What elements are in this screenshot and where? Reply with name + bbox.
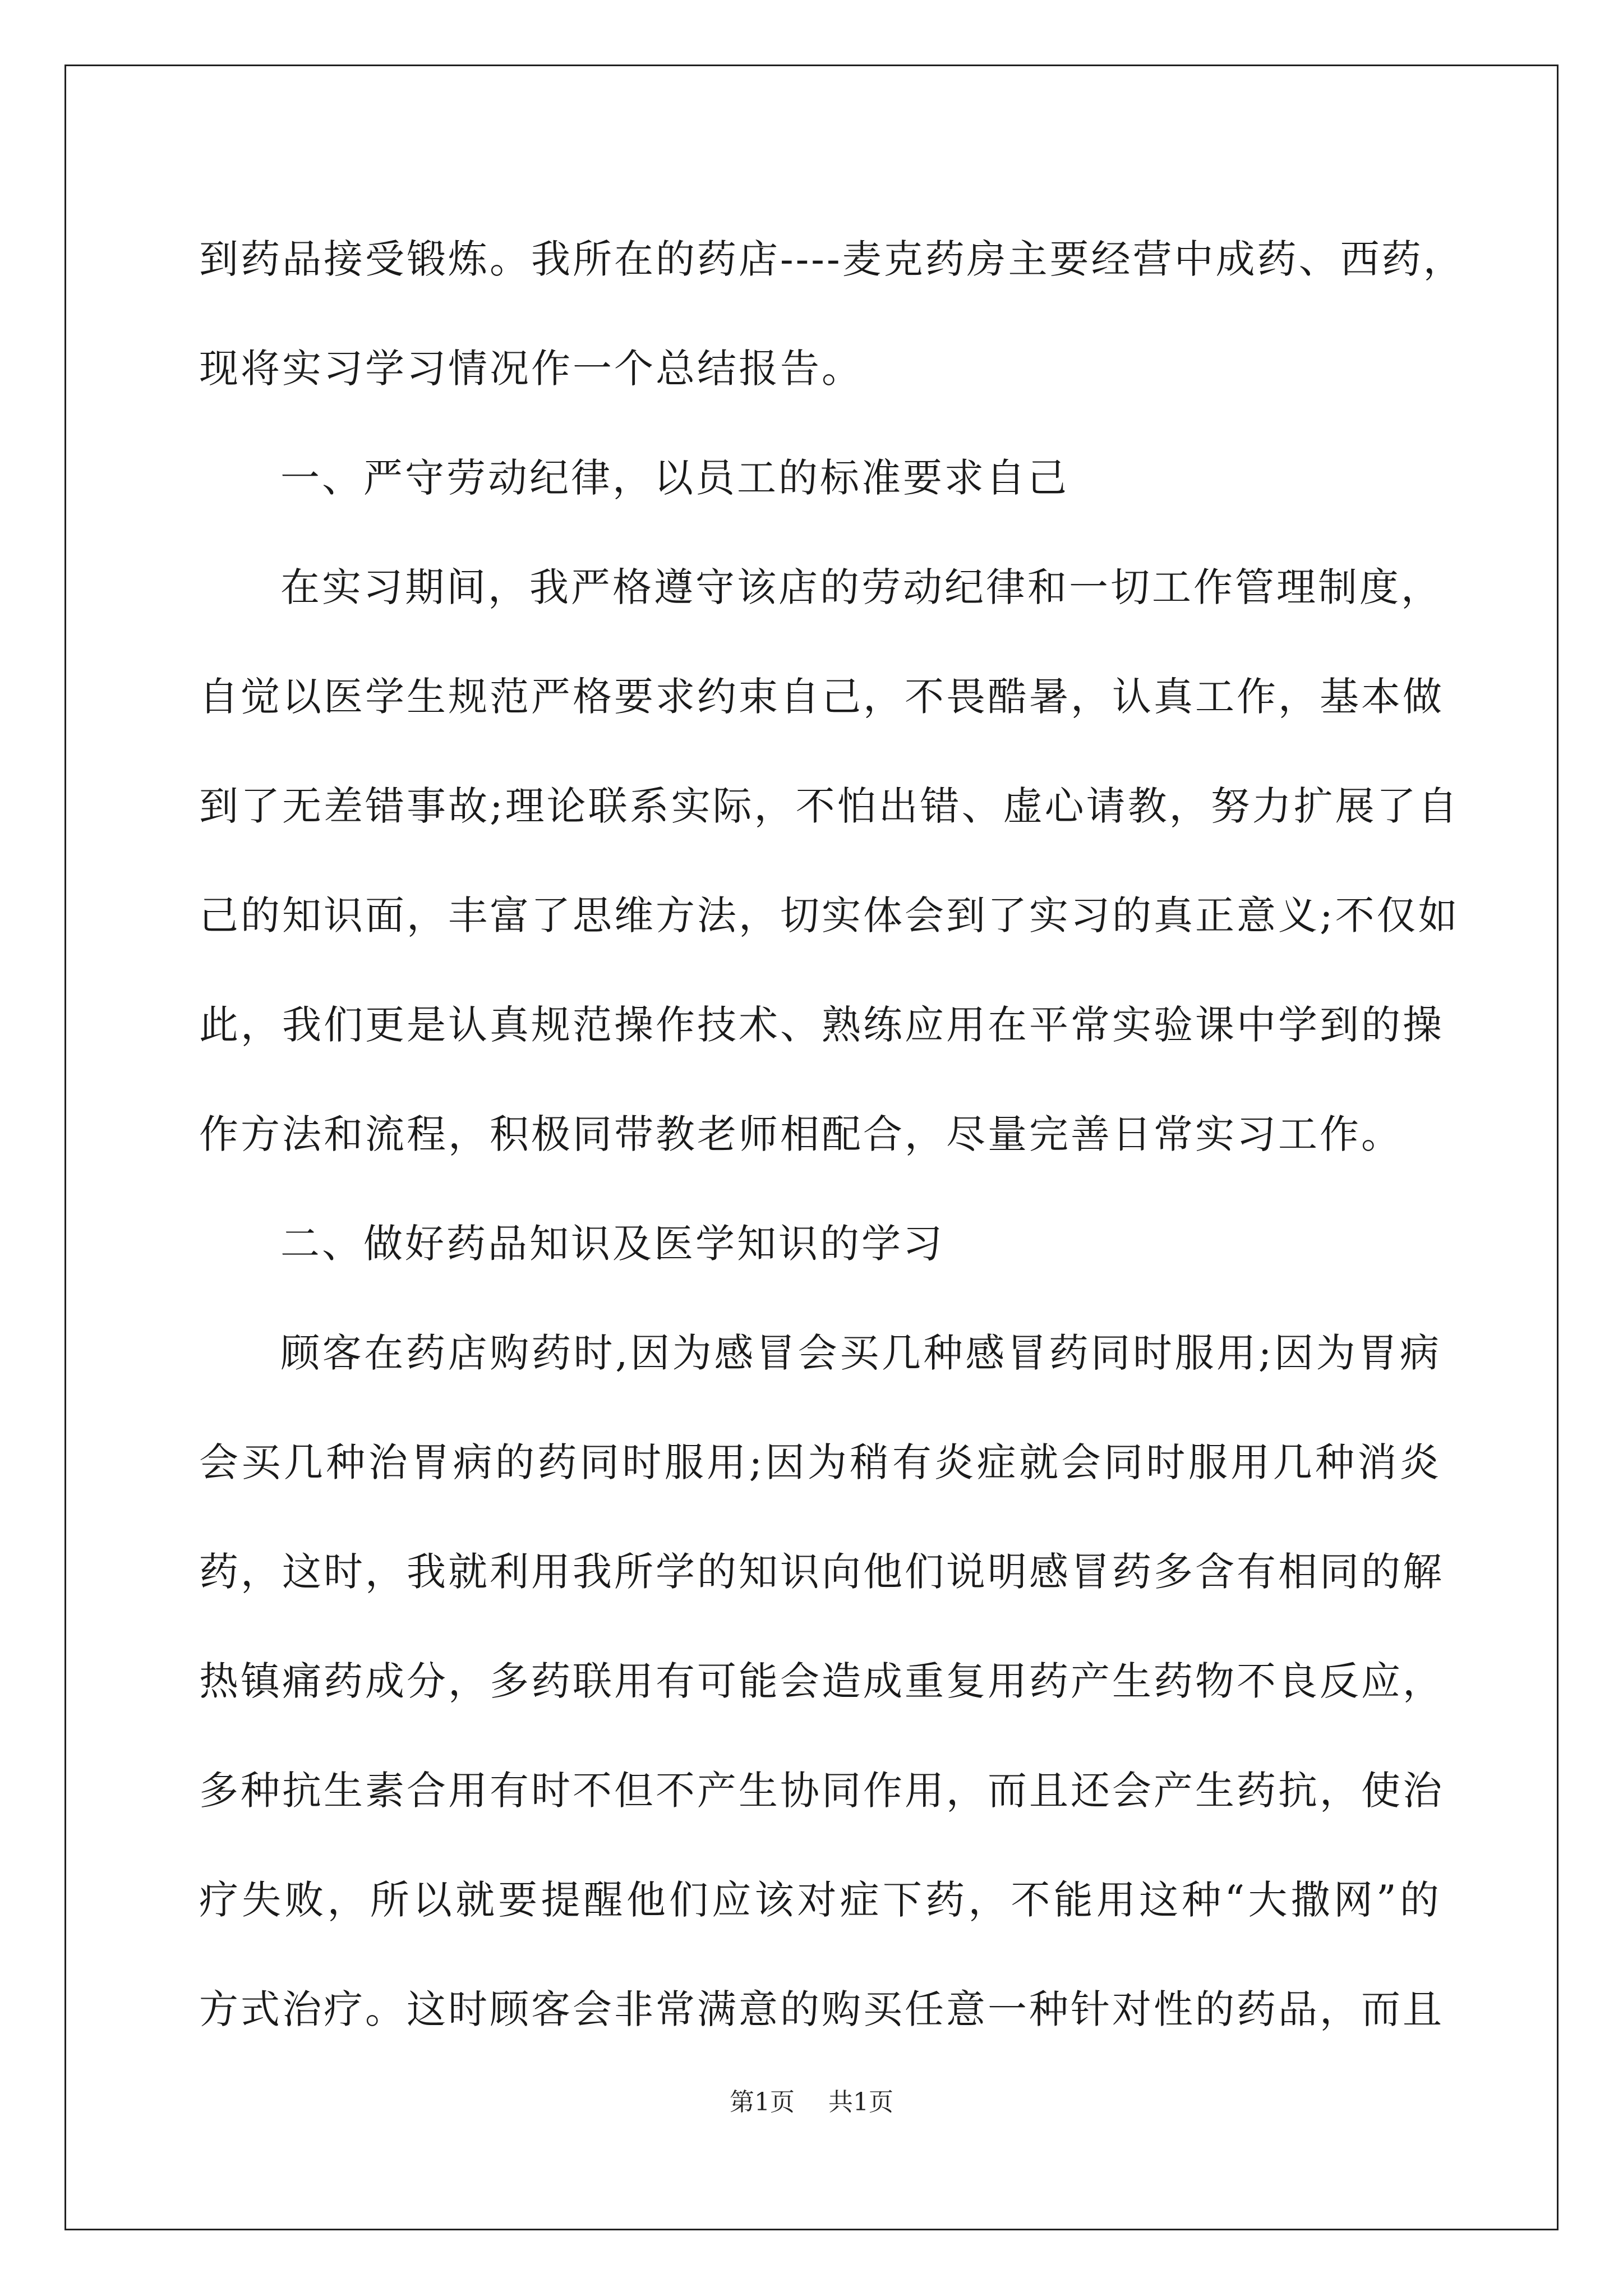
text-line: 药，这时，我就利用我所学的知识向他们说明感冒药多含有相同的解 — [199, 1549, 1444, 1595]
text-line: 现将实习学习情况作一个总结报告。 — [199, 346, 863, 392]
page-total: 共1页 — [828, 2088, 893, 2116]
text-line: 多种抗生素合用有时不但不产生协同作用，而且还会产生药抗，使治 — [199, 1768, 1444, 1814]
text-line: 此，我们更是认真规范操作技术、熟练应用在平常实验课中学到的操 — [199, 1002, 1444, 1048]
text-line: 热镇痛药成分，多药联用有可能会造成重复用药产生药物不良反应， — [199, 1658, 1444, 1704]
page-footer — [0, 2086, 1623, 2119]
text-line: 到了无差错事故;理论联系实际，不怕出错、虚心请教，努力扩展了自 — [199, 783, 1460, 829]
text-line: 作方法和流程，积极同带教老师相配合，尽量完善日常实习工作。 — [199, 1111, 1403, 1157]
page-number: 第1页 — [730, 2088, 795, 2116]
section-heading: 二、做好药品知识及医学知识的学习 — [280, 1221, 944, 1267]
section-heading: 一、严守劳动纪律，以员工的标准要求自己 — [280, 455, 1069, 501]
document-body — [199, 205, 1465, 2064]
text-line: 顾客在药店购药时,因为感冒会买几种感冒药同时服用;因为胃病 — [280, 1330, 1441, 1376]
text-line: 自觉以医学生规范严格要求约束自己，不畏酷暑，认真工作，基本做 — [199, 674, 1444, 720]
text-line: 到药品接受锻炼。我所在的药店----麦克药房主要经营中成药、西药， — [199, 236, 1465, 282]
text-line: 在实习期间，我严格遵守该店的劳动纪律和一切工作管理制度， — [280, 564, 1442, 610]
text-line: 己的知识面，丰富了思维方法，切实体会到了实习的真正意义;不仅如 — [199, 892, 1460, 938]
text-line: 疗失败，所以就要提醒他们应该对症下药，不能用这种“大撒网”的 — [199, 1877, 1441, 1923]
text-line: 会买几种治胃病的药同时服用;因为稍有炎症就会同时服用几种消炎 — [199, 1439, 1441, 1485]
text-line: 方式治疗。这时顾客会非常满意的购买任意一种针对性的药品，而且 — [199, 1986, 1444, 2032]
